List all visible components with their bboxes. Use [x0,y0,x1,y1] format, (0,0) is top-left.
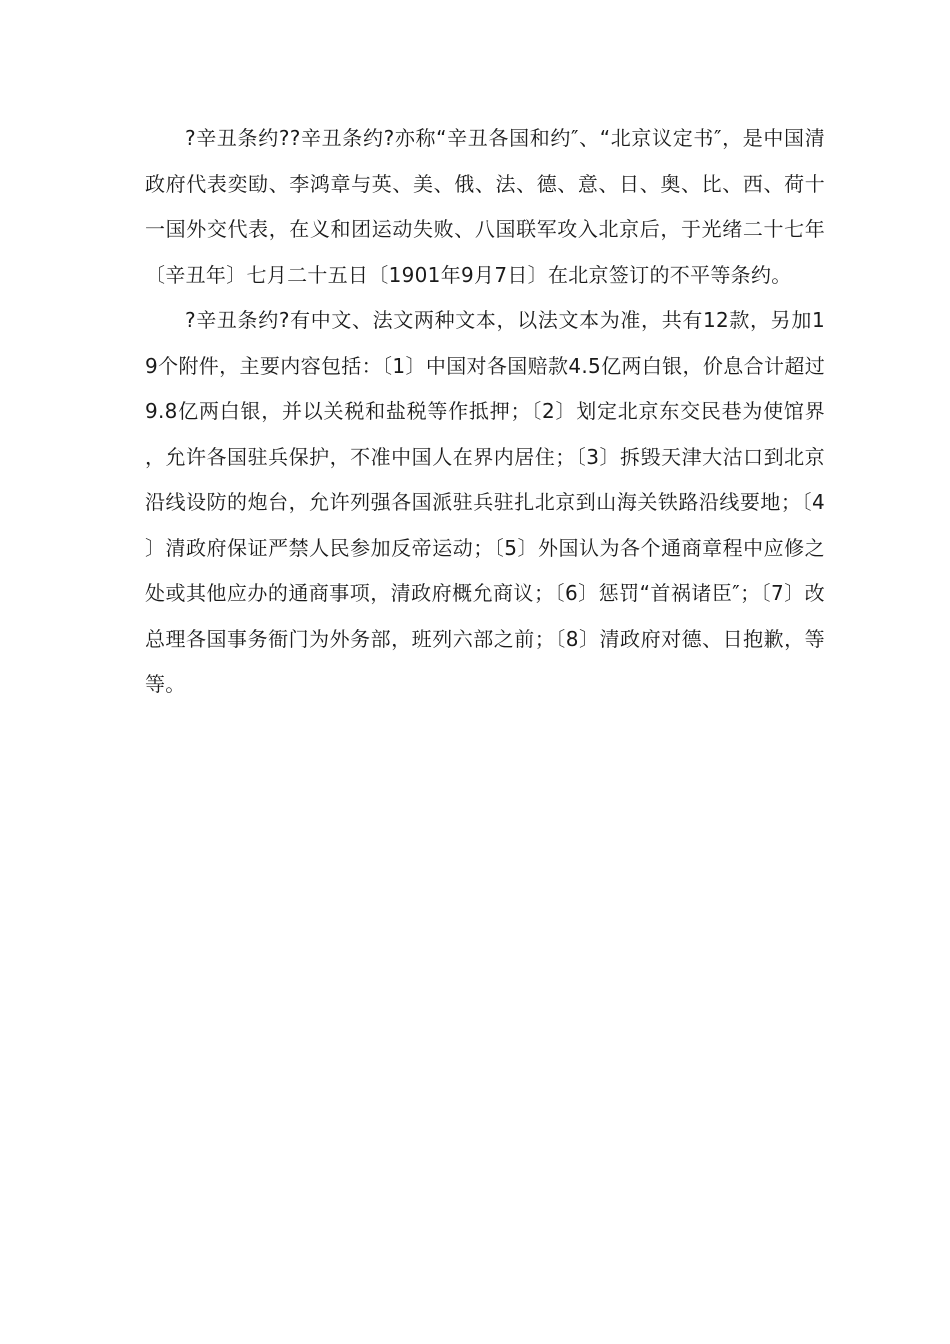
paragraph-intro: ?辛丑条约??辛丑条约?亦称“辛丑各国和约″、“北京议定书″，是中国清政府代表奕劻、李鸿章与英、美、俄、法、德、意、日、奥、比、西、荷十一国外交代表，在义和团运动失败、八国联军攻入北京后，于光绪二十七年〔辛丑年〕七月二十五日〔1901年9月7日〕在北京签订的不平等条约。 [145,126,825,287]
paragraph-contents: ?辛丑条约?有中文、法文两种文本，以法文本为准，共有12款，另加19个附件，主要内容包括：〔1〕中国对各国赔款4.5亿两白银，价息合计超过9.8亿两白银，并以关税和盐税等作抵押；〔2〕划定北京东交民巷为使馆界，允许各国驻兵保护，不准中国人在界内居住；〔3〕拆毁天津大沽口到北京沿线设防的炮台，允许列强各国派驻兵驻扎北京到山海关铁路沿线要地；〔4〕清政府保证严禁人民参加反帝运动；〔5〕外国认为各个通商章程中应修之处或其他应办的通商事项，清政府概允商议；〔6〕惩罚“首祸诸臣″；〔7〕改总理各国事务衙门为外务部，班列六部之前；〔8〕清政府对德、日抱歉，等等。 [145,308,825,696]
document-body [145,116,825,708]
